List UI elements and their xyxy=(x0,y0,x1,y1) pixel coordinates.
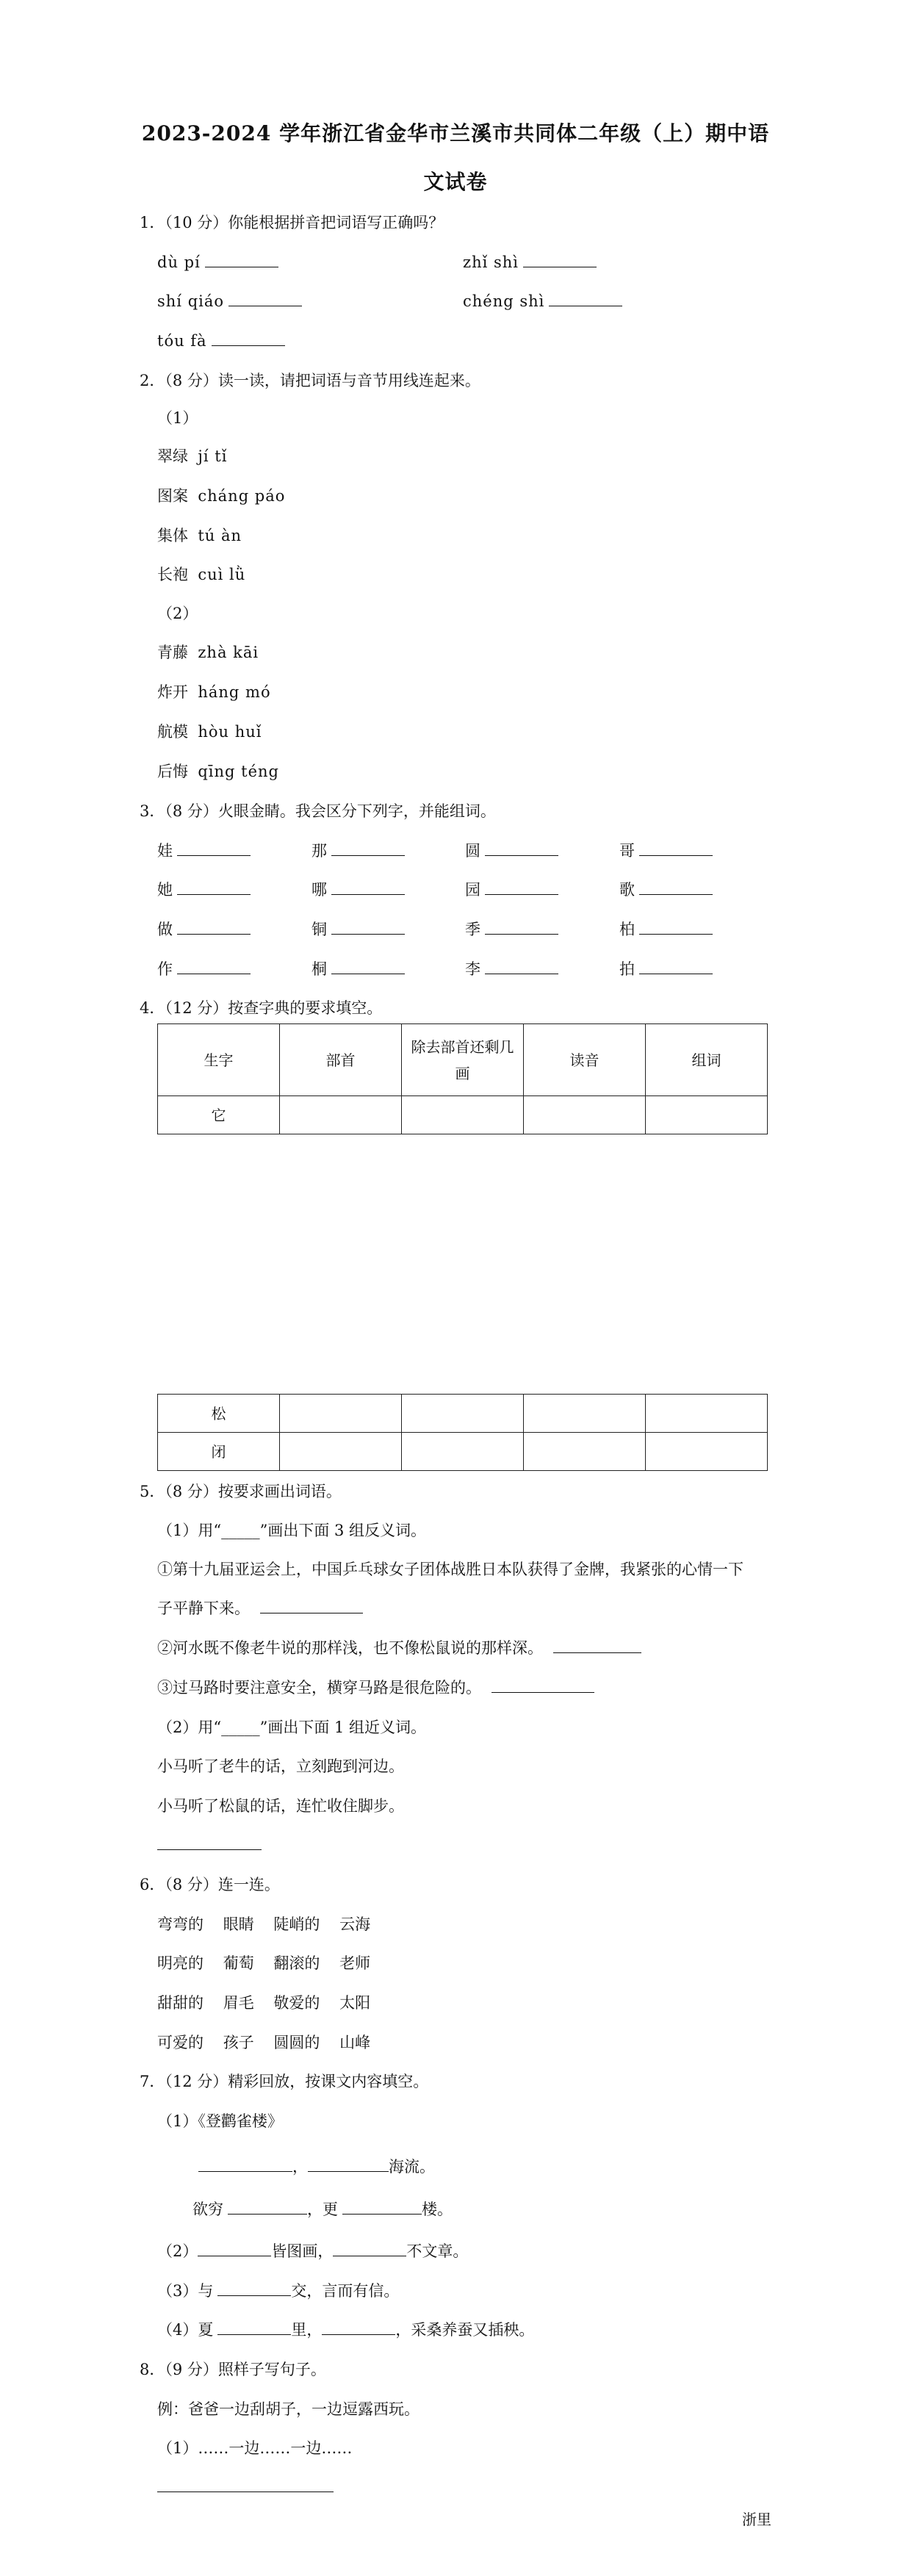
table-header-line: 除去部首还剩几 xyxy=(411,1037,514,1056)
answer-blank[interactable] xyxy=(639,841,713,856)
q5-text: ②河水既不像老牛说的那样浅，也不像松鼠说的那样深。 xyxy=(157,1639,543,1657)
table-header: 组词 xyxy=(646,1024,768,1096)
q2-word: 翠绿 xyxy=(157,447,188,465)
q2-word: 青藤 xyxy=(157,644,188,661)
exam-title-line2: 文试卷 xyxy=(423,170,488,194)
q3-char: 做 xyxy=(157,921,173,938)
answer-blank[interactable] xyxy=(549,291,622,306)
answer-blank[interactable] xyxy=(198,2241,271,2256)
q7-sub2 xyxy=(157,2240,468,2262)
q7-sub3 xyxy=(157,2280,399,2302)
q2-pinyin: háng mó xyxy=(198,683,271,701)
q1-item-3 xyxy=(157,290,302,312)
q5-sentence-3 xyxy=(157,1677,594,1699)
answer-blank[interactable] xyxy=(260,1598,363,1613)
q7-poem-line1 xyxy=(198,2156,435,2178)
q2-pair xyxy=(157,485,285,507)
q5-sentence-5: 小马听了松鼠的话，连忙收住脚步。 xyxy=(157,1797,404,1815)
answer-blank[interactable] xyxy=(198,2156,292,2172)
q6-word: 太阳 xyxy=(339,1994,371,2012)
q3-char: 铜 xyxy=(312,921,327,938)
answer-blank[interactable] xyxy=(342,2199,422,2215)
q8-stem: 8．（9 分）照样子写句子。 xyxy=(140,2361,326,2378)
q5-sentence-2 xyxy=(157,1637,641,1659)
q3-char: 哪 xyxy=(312,881,327,899)
dictionary-table-top xyxy=(157,1023,768,1134)
q6-word: 翻滚的 xyxy=(273,1954,320,1972)
q2-part2-label: （2） xyxy=(157,605,198,622)
table-blank[interactable] xyxy=(402,1395,524,1433)
q4-stem: 4．（12 分）按查字典的要求填空。 xyxy=(140,999,383,1017)
table-header: 读音 xyxy=(524,1024,646,1096)
answer-blank[interactable] xyxy=(177,959,251,974)
answer-blank[interactable] xyxy=(485,919,558,935)
table-char: 闭 xyxy=(158,1433,280,1471)
q1-item-5 xyxy=(157,330,285,352)
answer-blank[interactable] xyxy=(228,2199,307,2215)
answer-blank[interactable] xyxy=(639,919,713,935)
q6-word: 眉毛 xyxy=(223,1994,254,2012)
q1-stem: 1．（10 分）你能根据拼音把词语写正确吗？ xyxy=(140,214,444,231)
q3-cell xyxy=(619,879,713,901)
answer-blank[interactable] xyxy=(228,291,302,306)
q3-cell xyxy=(465,840,558,862)
q6-word: 甜甜的 xyxy=(157,1994,204,2012)
table-blank[interactable] xyxy=(646,1433,768,1471)
answer-blank[interactable] xyxy=(491,1677,594,1693)
q3-cell xyxy=(619,958,713,980)
q3-char: 作 xyxy=(157,960,173,978)
q7-text: ，更 xyxy=(307,2201,338,2218)
q2-pair xyxy=(157,681,271,703)
q2-pinyin: cuì lǜ xyxy=(198,566,246,583)
answer-blank[interactable] xyxy=(639,959,713,974)
q2-pair xyxy=(157,564,245,586)
table-blank[interactable] xyxy=(402,1096,524,1134)
q3-cell xyxy=(312,918,405,940)
q8-sub1: （1）……一边……一边…… xyxy=(157,2439,353,2457)
q6-word: 弯弯的 xyxy=(157,1915,204,1933)
q3-cell xyxy=(157,840,251,862)
q3-char: 她 xyxy=(157,881,173,899)
q7-stem: 7．（12 分）精彩回放，按课文内容填空。 xyxy=(140,2073,429,2090)
q2-word: 炸开 xyxy=(157,683,188,701)
q6-word: 葡萄 xyxy=(223,1954,254,1972)
q5-answer-line xyxy=(157,1834,262,1856)
table-blank[interactable] xyxy=(524,1096,646,1134)
table-blank[interactable] xyxy=(280,1433,402,1471)
q3-char: 李 xyxy=(465,960,480,978)
q3-cell xyxy=(619,918,713,940)
answer-blank[interactable] xyxy=(485,879,558,895)
answer-blank[interactable] xyxy=(157,1835,262,1850)
q3-cell xyxy=(465,879,558,901)
q5-text: 子平静下来。 xyxy=(157,1600,250,1617)
answer-blank[interactable] xyxy=(177,841,251,856)
q5-text: ③过马路时要注意安全，横穿马路是很危险的。 xyxy=(157,1679,481,1697)
q3-char: 桐 xyxy=(312,960,327,978)
table-blank[interactable] xyxy=(524,1395,646,1433)
q6-word: 眼睛 xyxy=(223,1915,254,1933)
q2-pinyin: zhà kāi xyxy=(198,644,259,661)
answer-blank[interactable] xyxy=(331,841,405,856)
answer-blank[interactable] xyxy=(308,2156,389,2172)
table-blank[interactable] xyxy=(280,1395,402,1433)
q3-char: 娃 xyxy=(157,842,173,860)
q2-word: 后悔 xyxy=(157,763,188,780)
table-header: 部首 xyxy=(280,1024,402,1096)
q2-pinyin: tú àn xyxy=(198,527,242,544)
q5-stem: 5．（8 分）按要求画出词语。 xyxy=(140,1483,342,1500)
answer-blank[interactable] xyxy=(205,252,278,267)
q7-text: （4）夏 xyxy=(157,2321,214,2339)
answer-blank[interactable] xyxy=(331,959,405,974)
q6-word: 山峰 xyxy=(339,2034,371,2051)
q5-sentence-1b xyxy=(157,1597,363,1619)
q2-pinyin: cháng páo xyxy=(198,487,286,505)
q7-text: 皆图画， xyxy=(271,2242,334,2260)
q2-pair xyxy=(157,641,259,663)
answer-blank[interactable] xyxy=(485,959,558,974)
q2-word: 航模 xyxy=(157,723,188,741)
answer-blank[interactable] xyxy=(331,879,405,895)
q3-char: 哥 xyxy=(619,842,635,860)
q3-char: 歌 xyxy=(619,881,635,899)
q3-cell xyxy=(157,918,251,940)
q5-sentence-4: 小马听了老牛的话，立刻跑到河边。 xyxy=(157,1757,404,1775)
table-blank[interactable] xyxy=(646,1395,768,1433)
q2-pinyin: jí tǐ xyxy=(198,447,228,465)
table-blank[interactable] xyxy=(280,1096,402,1134)
q8-example: 例：爸爸一边刮胡子，一边逗露西玩。 xyxy=(157,2400,420,2418)
q1-pinyin: dù pí xyxy=(157,253,201,271)
q3-cell xyxy=(465,958,558,980)
q2-pair xyxy=(157,445,227,467)
table-blank[interactable] xyxy=(524,1433,646,1471)
answer-blank[interactable] xyxy=(553,1638,641,1653)
q7-text: ，采桑养蚕又插秧。 xyxy=(395,2321,535,2339)
q3-cell xyxy=(312,840,405,862)
page-footer: 浙里 xyxy=(742,2511,771,2528)
q3-cell xyxy=(312,879,405,901)
q6-word: 云海 xyxy=(339,1915,371,1933)
table-char: 松 xyxy=(158,1395,280,1433)
q6-word: 陡峭的 xyxy=(273,1915,320,1933)
table-char: 它 xyxy=(158,1096,280,1134)
q7-text: （2） xyxy=(157,2242,198,2260)
q1-item-1 xyxy=(157,251,278,273)
q2-pinyin: hòu huǐ xyxy=(198,723,262,741)
answer-blank[interactable] xyxy=(322,2320,395,2335)
table-blank[interactable] xyxy=(646,1096,768,1134)
q7-text: 海流。 xyxy=(389,2158,435,2176)
q2-word: 集体 xyxy=(157,527,188,544)
q2-part1-label: （1） xyxy=(157,409,198,427)
q7-sub4 xyxy=(157,2319,534,2341)
q2-word: 长袍 xyxy=(157,566,188,583)
answer-blank[interactable] xyxy=(177,919,251,935)
q3-stem: 3．（8 分）火眼金睛。我会区分下列字，并能组词。 xyxy=(140,802,496,820)
q6-row xyxy=(157,1913,370,1935)
q2-word: 图案 xyxy=(157,487,188,505)
dictionary-table-bottom xyxy=(157,1394,768,1471)
answer-blank[interactable] xyxy=(333,2241,406,2256)
q6-word: 可爱的 xyxy=(157,2034,204,2051)
q5-sub1: （1）用“_____”画出下面 3 组反义词。 xyxy=(157,1522,427,1539)
q6-row xyxy=(157,1952,370,1974)
q2-pair xyxy=(157,721,262,743)
q3-cell xyxy=(619,840,713,862)
q6-word: 圆圆的 xyxy=(273,2034,320,2051)
q3-char: 季 xyxy=(465,921,480,938)
q3-cell xyxy=(312,958,405,980)
q1-item-4 xyxy=(463,290,622,312)
q1-pinyin: tóu fà xyxy=(157,332,207,350)
q7-text: 欲穷 xyxy=(192,2201,223,2218)
answer-blank[interactable] xyxy=(523,252,597,267)
table-blank[interactable] xyxy=(402,1433,524,1471)
table-header xyxy=(402,1024,524,1096)
q5-sentence-1a: ①第十九届亚运会上，中国乒乓球女子团体战胜日本队获得了金牌，我紧张的心情一下 xyxy=(157,1561,743,1578)
q1-item-2 xyxy=(463,251,597,273)
q3-char: 柏 xyxy=(619,921,635,938)
q7-sub1: （1）《登鹳雀楼》 xyxy=(157,2112,283,2130)
q3-char: 园 xyxy=(465,881,480,899)
q6-word: 老师 xyxy=(339,1954,371,1972)
q2-pair xyxy=(157,525,242,547)
answer-blank[interactable] xyxy=(212,331,285,346)
q6-word: 明亮的 xyxy=(157,1954,204,1972)
q2-stem: 2．（8 分）读一读，请把词语与音节用线连起来。 xyxy=(140,372,480,389)
q7-text: 交，言而有信。 xyxy=(291,2282,400,2300)
q1-pinyin: chéng shì xyxy=(463,292,545,310)
q2-pair xyxy=(157,760,279,782)
answer-blank[interactable] xyxy=(177,879,251,895)
q7-text: 里， xyxy=(291,2321,323,2339)
q6-row xyxy=(157,1992,370,2014)
q3-char: 圆 xyxy=(465,842,480,860)
q6-row xyxy=(157,2032,370,2054)
q3-char: 那 xyxy=(312,842,327,860)
answer-blank[interactable] xyxy=(331,919,405,935)
q3-cell xyxy=(157,958,251,980)
q3-char: 拍 xyxy=(619,960,635,978)
q7-poem-line2 xyxy=(192,2198,453,2220)
exam-title-line1: 2023-2024 学年浙江省金华市兰溪市共同体二年级（上）期中语 xyxy=(141,121,770,145)
q1-pinyin: shí qiáo xyxy=(157,292,225,310)
q5-sub2: （2）用“_____”画出下面 1 组近义词。 xyxy=(157,1719,427,1736)
q6-word: 孩子 xyxy=(223,2034,254,2051)
q7-text: （3）与 xyxy=(157,2282,214,2300)
q1-pinyin: zhǐ shì xyxy=(463,253,519,271)
q3-cell xyxy=(465,918,558,940)
table-header: 生字 xyxy=(158,1024,280,1096)
q8-answer-line xyxy=(157,2476,334,2498)
q7-text: 楼。 xyxy=(422,2201,453,2218)
q3-cell xyxy=(157,879,251,901)
q6-word: 敬爱的 xyxy=(273,1994,320,2012)
answer-blank[interactable] xyxy=(217,2320,291,2335)
answer-blank[interactable] xyxy=(157,2477,334,2492)
q2-pinyin: qīng téng xyxy=(198,763,279,780)
table-header-line: 画 xyxy=(455,1064,470,1082)
answer-blank[interactable] xyxy=(485,841,558,856)
q7-text: ， xyxy=(292,2158,308,2176)
answer-blank[interactable] xyxy=(639,879,713,895)
q6-stem: 6．（8 分）连一连。 xyxy=(140,1876,280,1893)
answer-blank[interactable] xyxy=(217,2281,291,2296)
q7-text: 不文章。 xyxy=(406,2242,469,2260)
